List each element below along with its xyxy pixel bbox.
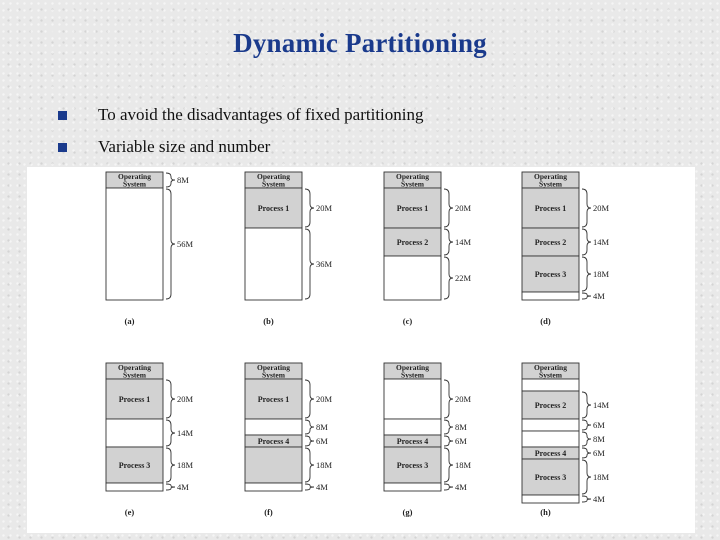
size-brace [444,484,453,490]
size-brace [444,189,453,227]
memory-column [106,172,194,326]
size-brace [444,436,453,446]
size-brace [305,229,314,299]
size-brace [582,448,591,458]
process-label: Process 3 [534,270,567,279]
size-label: 18M [593,269,610,279]
panel-caption: (a) [124,316,135,326]
size-label: 6M [593,420,605,430]
memory-column [106,363,194,517]
memory-segment [245,447,302,483]
panel-caption: (c) [402,316,413,326]
size-brace [166,420,175,446]
memory-column [245,363,333,517]
size-brace [582,229,591,255]
size-label: 4M [316,482,328,492]
os-label: Operating [118,171,151,181]
bullet-list [56,102,424,166]
panel-caption: (d) [540,316,551,326]
os-label: System [123,370,146,380]
memory-segment [384,419,441,435]
panel-caption: (b) [263,316,274,326]
size-label: 14M [593,400,610,410]
size-brace [582,420,591,430]
square-bullet-icon [58,111,67,120]
process-label: Process 1 [257,395,290,404]
size-label: 20M [316,203,333,213]
size-label: 4M [593,494,605,504]
os-label: System [123,179,146,189]
os-label: Operating [118,362,151,372]
size-label: 8M [593,434,605,444]
bullet-text: To avoid the disadvantages of fixed partitioning [98,105,424,124]
size-label: 14M [177,428,194,438]
size-label: 18M [177,460,194,470]
size-label: 8M [316,422,328,432]
size-brace [166,484,175,490]
panel-caption: (e) [124,507,135,517]
memory-segment [384,256,441,300]
size-label: 6M [593,448,605,458]
memory-segment [522,419,579,431]
panel-caption: (f) [264,507,273,517]
size-brace [582,460,591,494]
process-label: Process 2 [534,238,567,247]
bullet-text: Variable size and number [98,137,271,156]
size-brace [166,448,175,482]
os-label: Operating [396,362,429,372]
size-brace [305,484,314,490]
slide-title: Dynamic Partitioning [233,28,487,58]
size-brace [305,448,314,482]
size-label: 14M [593,237,610,247]
memory-segment [384,379,441,419]
size-label: 20M [316,394,333,404]
process-label: Process 1 [257,204,290,213]
size-label: 22M [455,273,472,283]
size-brace [582,392,591,418]
os-label: Operating [257,171,290,181]
process-label: Process 2 [396,238,429,247]
memory-column [522,172,610,326]
os-label: Operating [396,171,429,181]
size-brace [166,380,175,418]
size-brace [305,436,314,446]
process-label: Process 2 [534,401,567,410]
size-label: 36M [316,259,333,269]
memory-column [384,363,472,517]
size-label: 18M [455,460,472,470]
os-label: System [401,179,424,189]
memory-segment [106,483,163,491]
process-label: Process 1 [396,204,429,213]
size-label: 20M [455,394,472,404]
square-bullet-icon [58,143,67,152]
panel-caption: (g) [402,507,413,517]
size-brace [305,380,314,418]
process-label: Process 4 [396,437,429,446]
process-label: Process 3 [396,461,429,470]
size-label: 8M [177,175,189,185]
size-brace [582,189,591,227]
size-brace [166,189,175,299]
size-label: 20M [177,394,194,404]
process-label: Process 1 [118,395,151,404]
os-label: Operating [534,171,567,181]
memory-segment [522,431,579,447]
memory-segment [245,228,302,300]
size-label: 18M [593,472,610,482]
os-label: System [539,179,562,189]
size-brace [444,257,453,299]
size-label: 20M [593,203,610,213]
memory-partition-figure [27,167,695,533]
size-label: 6M [455,436,467,446]
os-label: Operating [257,362,290,372]
os-label: System [262,179,285,189]
size-label: 20M [455,203,472,213]
size-brace [444,420,453,434]
memory-segment [384,483,441,491]
size-label: 4M [455,482,467,492]
memory-column [522,363,610,517]
size-brace [305,420,314,434]
size-label: 4M [177,482,189,492]
panel-caption: (h) [540,507,551,517]
size-brace [444,380,453,418]
size-brace [166,173,175,187]
process-label: Process 1 [534,204,567,213]
size-label: 6M [316,436,328,446]
size-label: 8M [455,422,467,432]
size-label: 56M [177,239,194,249]
memory-segment [522,379,579,391]
process-label: Process 3 [534,473,567,482]
size-brace [582,257,591,291]
size-brace [444,448,453,482]
process-label: Process 3 [118,461,151,470]
memory-segment [106,188,163,300]
memory-segment [106,419,163,447]
bullet-item [56,102,424,134]
size-brace [305,189,314,227]
size-brace [444,229,453,255]
size-label: 18M [316,460,333,470]
memory-diagram [27,167,695,533]
memory-segment [522,495,579,503]
process-label: Process 4 [534,449,567,458]
os-label: System [539,370,562,380]
os-label: Operating [534,362,567,372]
size-label: 14M [455,237,472,247]
size-label: 4M [593,291,605,301]
memory-segment [245,483,302,491]
process-label: Process 4 [257,437,290,446]
size-brace [582,432,591,446]
os-label: System [262,370,285,380]
bullet-item [56,134,424,166]
memory-column [384,172,472,326]
size-brace [582,496,591,502]
memory-column [245,172,333,326]
os-label: System [401,370,424,380]
size-brace [582,293,591,299]
memory-segment [522,292,579,300]
memory-segment [245,419,302,435]
